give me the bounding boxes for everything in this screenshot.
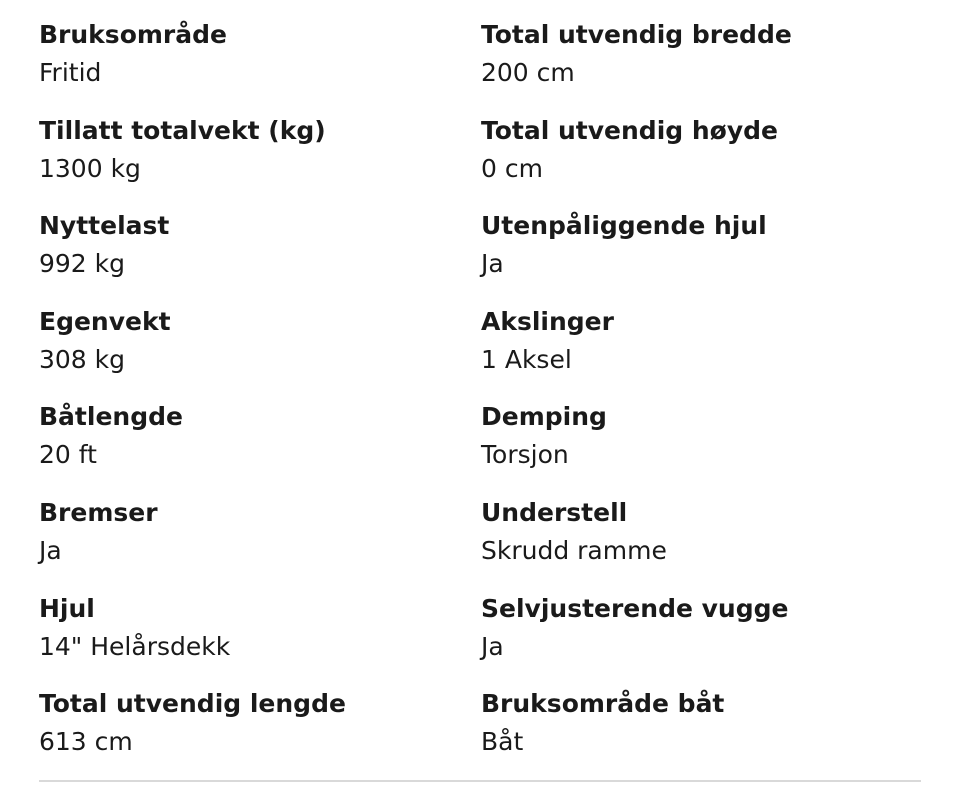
spec-label: Selvjusterende vugge (481, 593, 789, 623)
spec-list (39, 16, 921, 781)
spec-label: Bruksområde båt (481, 689, 725, 719)
spec-label: Demping (481, 402, 607, 432)
spec-value: 1300 kg (39, 153, 141, 183)
spec-item-total-utvendig-lengde (39, 685, 481, 781)
spec-label: Total utvendig lengde (39, 689, 346, 719)
spec-value: 992 kg (39, 249, 126, 279)
spec-value: 14" Helårsdekk (39, 631, 231, 661)
section-divider (39, 780, 921, 782)
spec-item-hjul (39, 590, 481, 686)
spec-item-bruksomrade (39, 16, 481, 112)
spec-value: 200 cm (481, 58, 575, 87)
spec-item-nyttelast (39, 207, 481, 303)
spec-label: Total utvendig høyde (481, 115, 778, 145)
spec-value: Ja (481, 249, 504, 279)
spec-item-demping (481, 398, 921, 494)
spec-label: Nyttelast (39, 211, 170, 241)
spec-label: Utenpåliggende hjul (481, 211, 767, 241)
spec-label: Understell (481, 497, 628, 527)
spec-value: Skrudd ramme (481, 535, 667, 565)
spec-item-total-utvendig-hoyde (481, 112, 921, 208)
spec-item-egenvekt (39, 303, 481, 399)
spec-label: Tillatt totalvekt (kg) (39, 115, 326, 145)
spec-item-selvjusterende-vugge (481, 590, 921, 686)
spec-value: Ja (39, 535, 62, 565)
spec-label: Bremser (39, 497, 158, 527)
spec-value: Båt (481, 727, 524, 757)
spec-label: Total utvendig bredde (481, 20, 792, 49)
spec-label: Båtlengde (39, 402, 183, 432)
spec-value: 1 Aksel (481, 344, 572, 374)
spec-value: 613 cm (39, 727, 133, 757)
spec-item-akslinger (481, 303, 921, 399)
spec-item-tillatt-totalvekt (39, 112, 481, 208)
spec-value: Ja (481, 631, 504, 661)
spec-item-understell (481, 494, 921, 590)
spec-item-total-utvendig-bredde (481, 16, 921, 112)
spec-item-utenpaliggende-hjul (481, 207, 921, 303)
spec-label: Bruksområde (39, 20, 227, 49)
spec-label: Egenvekt (39, 306, 171, 336)
spec-value: Fritid (39, 58, 102, 87)
spec-label: Akslinger (481, 306, 614, 336)
spec-value: 20 ft (39, 440, 97, 470)
spec-value: 308 kg (39, 344, 126, 374)
spec-item-batlengde (39, 398, 481, 494)
spec-value: 0 cm (481, 153, 543, 183)
spec-label: Hjul (39, 593, 95, 623)
spec-item-bremser (39, 494, 481, 590)
spec-item-bruksomrade-bat (481, 685, 921, 781)
spec-value: Torsjon (481, 440, 569, 470)
